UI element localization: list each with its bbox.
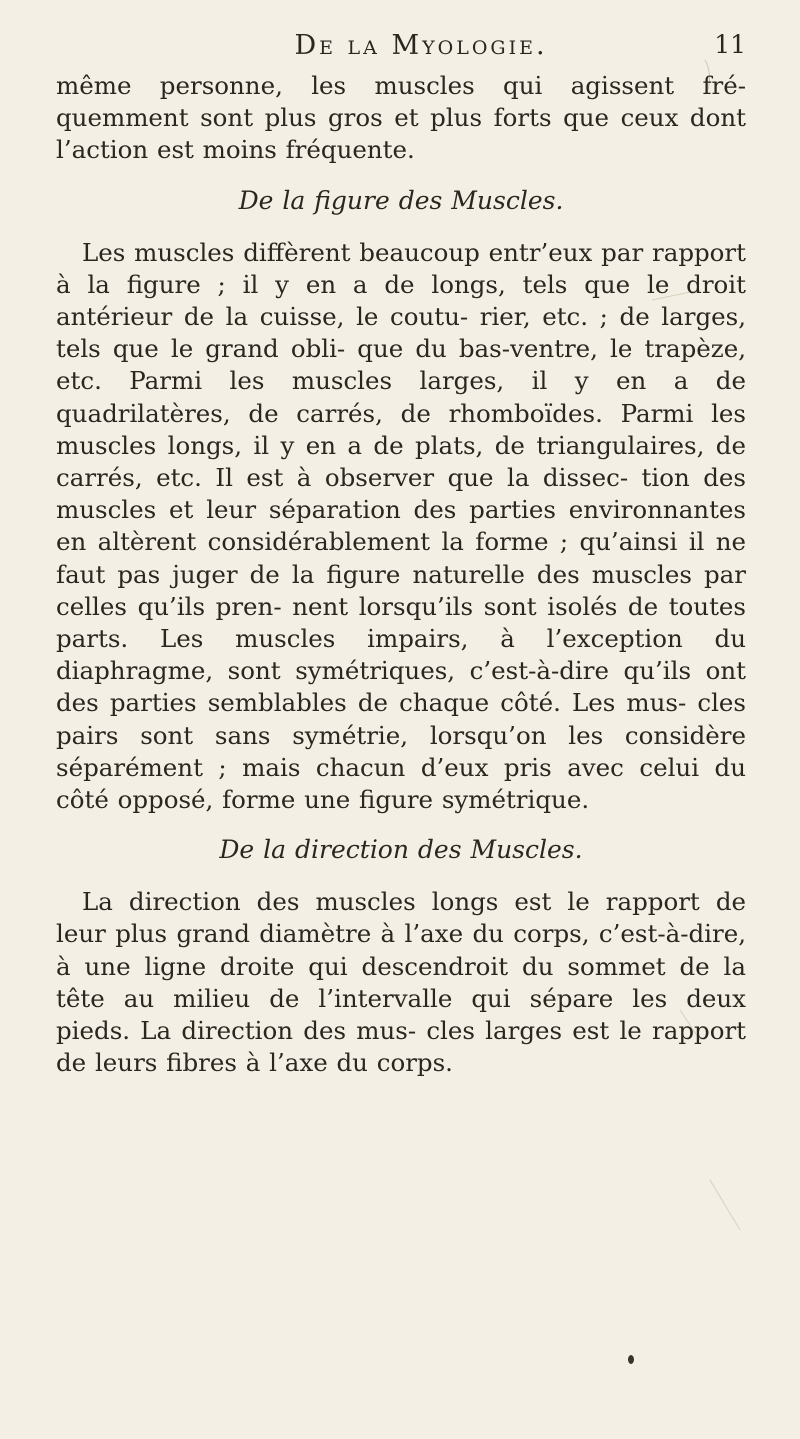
page-number: 11 [714, 30, 746, 59]
section-heading-figure: De la figure des Muscles. [238, 185, 564, 215]
body-text [56, 70, 746, 1079]
book-page [56, 30, 746, 1079]
paragraph-continued: même personne, les muscles qui agissent fré- quemment sont plus gros et plus forts que ceux dont l’action est moins fréquente. [56, 71, 746, 165]
running-head-title: De la Myologie. [294, 30, 548, 61]
running-head [56, 30, 746, 70]
section-heading-direction: De la direction des Muscles. [219, 835, 583, 865]
paragraph-figure: Les muscles diffèrent beaucoup entr’eux par rapport à la figure ; il y en a de longs, tels que le droit antérieur de la cuisse, le coutu- rier, etc. ; de larges, tels que le grand obli- que du bas-ventre, le trapèze, etc. Parmi les muscles larges, il y en a de quadrilatères, de carrés, de rhomboïdes. Parmi les muscles longs, il y en a de plats, de triangulaires, de carrés, etc. Il est à observer que la dissec- tion des muscles et leur séparation des parties environnantes en altèrent considérablement la forme ; qu’ainsi il ne faut pas juger de la figure naturelle des muscles par celles qu’ils pren- nent lorsqu’ils sont isolés de toutes parts. Les muscles impairs, à l’exception du diaphragme, sont symétriques, c’est-à-dire qu’ils ont des parties semblables de chaque côté. Les mus- cles pairs sont sans symétrie, lorsqu’on les considère séparément ; mais chacun d’eux pris avec celui du côté opposé, forme une figure symétrique. [56, 237, 746, 815]
ink-dot [628, 1355, 634, 1364]
paragraph-direction: La direction des muscles longs est le rapport de leur plus grand diamètre à l’axe du corps, c’est-à-dire, à une ligne droite qui descendroit du sommet de la tête au milieu de l’intervalle qui sépare les deux pieds. La direction des mus- cles larges est le rapport de leurs fibres à l’axe du corps. [56, 887, 746, 1078]
